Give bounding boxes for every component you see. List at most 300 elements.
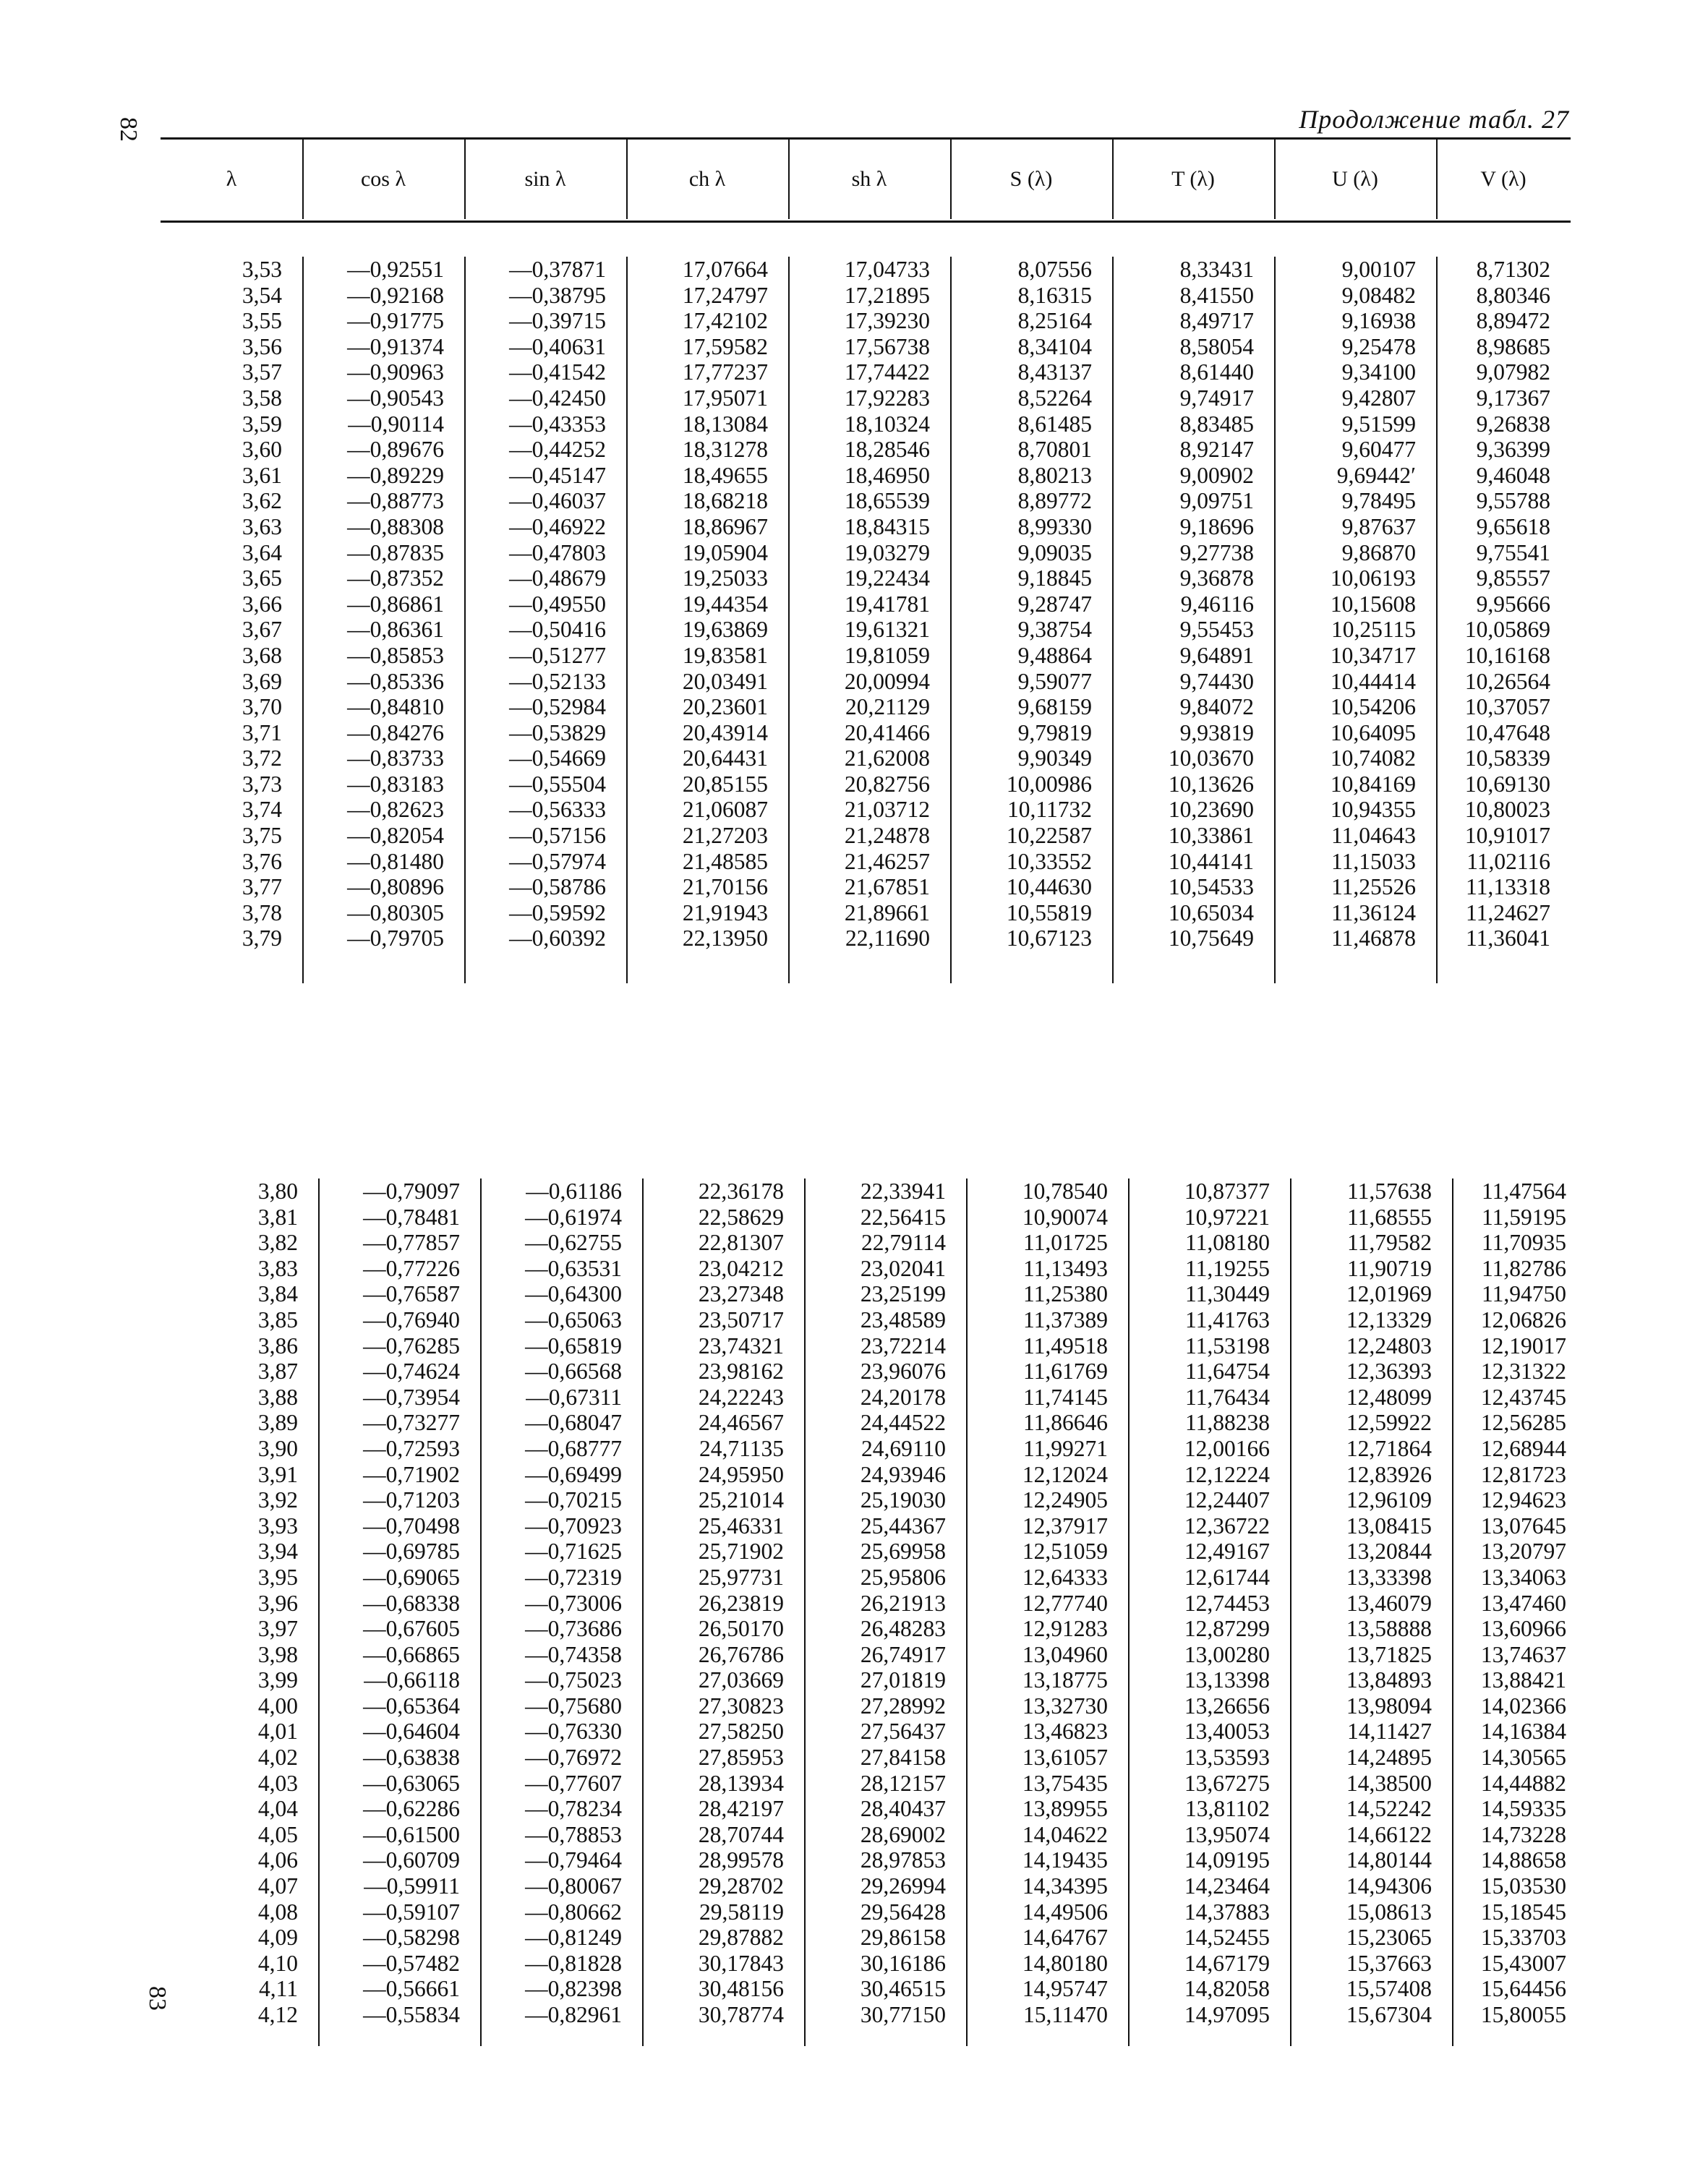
cell-v: 10,16168 (1464, 642, 1550, 668)
cell-sh: 19,03279 (844, 539, 930, 565)
cell-lambda: 3,99 (257, 1667, 298, 1693)
cell-t: 14,67179 (1184, 1950, 1270, 1976)
cell-sin: —0,73006 (525, 1590, 622, 1616)
cell-u: 10,34717 (1330, 642, 1416, 668)
cell-lambda: 4,01 (257, 1719, 298, 1745)
cell-lambda: 3,59 (242, 411, 282, 437)
cell-u: 12,01969 (1346, 1281, 1432, 1307)
cell-v: 15,18545 (1480, 1899, 1566, 1925)
cell-sin: —0,80067 (525, 1873, 622, 1899)
cell-ch: 25,71902 (698, 1539, 784, 1565)
cell-t: 8,49717 (1179, 308, 1254, 334)
cell-cos: —0,64604 (363, 1719, 460, 1745)
cell-u: 11,90719 (1347, 1255, 1432, 1281)
cell-sin: —0,42450 (509, 385, 606, 411)
cell-cos: —0,69065 (363, 1564, 460, 1590)
cell-u: 13,84893 (1346, 1667, 1432, 1693)
cell-sin: —0,76330 (525, 1719, 622, 1745)
cell-lambda: 3,67 (242, 617, 282, 643)
cell-s: 8,07556 (1017, 257, 1092, 282)
cell-v: 9,75541 (1476, 539, 1550, 565)
cell-s: 8,80213 (1017, 462, 1092, 488)
cell-sh: 22,79114 (861, 1230, 946, 1256)
cell-ch: 18,49655 (682, 462, 768, 488)
cell-sh: 25,19030 (860, 1487, 946, 1513)
cell-lambda: 3,75 (242, 823, 282, 849)
column-header-lambda: λ (226, 167, 237, 191)
cell-sin: —0,65819 (525, 1332, 622, 1359)
cell-lambda: 3,58 (242, 385, 282, 411)
cell-sin: —0,74358 (525, 1641, 622, 1667)
cell-ch: 21,91943 (682, 899, 768, 925)
cell-u: 10,64095 (1330, 719, 1416, 745)
header-column-separator (1436, 140, 1438, 219)
column-separator (1452, 1178, 1453, 2046)
cell-v: 12,81723 (1480, 1461, 1566, 1487)
cell-sin: —0,76972 (525, 1745, 622, 1771)
cell-u: 14,66122 (1346, 1821, 1432, 1847)
cell-lambda: 3,77 (242, 874, 282, 900)
column-separator (302, 257, 304, 983)
cell-s: 10,67123 (1006, 925, 1092, 951)
header-column-separator (626, 140, 628, 219)
cell-lambda: 4,09 (257, 1925, 298, 1951)
cell-lambda: 3,90 (257, 1435, 298, 1461)
cell-sin: —0,57974 (509, 848, 606, 874)
table-block-1 (161, 257, 1571, 983)
cell-ch: 20,64431 (682, 745, 768, 771)
cell-v: 15,43007 (1480, 1950, 1566, 1976)
cell-v: 10,80023 (1464, 797, 1550, 823)
cell-u: 13,71825 (1346, 1641, 1432, 1667)
cell-u: 9,60477 (1341, 437, 1416, 463)
cell-lambda: 3,74 (242, 797, 282, 823)
cell-v: 8,98685 (1476, 333, 1550, 359)
cell-lambda: 3,60 (242, 437, 282, 463)
cell-s: 12,24905 (1022, 1487, 1108, 1513)
cell-s: 10,44630 (1006, 874, 1092, 900)
cell-cos: —0,85336 (347, 668, 444, 694)
cell-ch: 19,25033 (682, 565, 768, 591)
cell-cos: —0,84276 (347, 719, 444, 745)
cell-ch: 30,48156 (698, 1976, 784, 2002)
cell-cos: —0,91775 (347, 308, 444, 334)
column-separator (1112, 257, 1114, 983)
cell-ch: 24,95950 (698, 1461, 784, 1487)
cell-s: 10,78540 (1022, 1178, 1108, 1204)
cell-s: 12,12024 (1022, 1461, 1108, 1487)
cell-t: 8,41550 (1179, 282, 1254, 308)
cell-u: 10,25115 (1331, 617, 1416, 643)
cell-v: 14,16384 (1480, 1719, 1566, 1745)
column-sh (788, 257, 930, 951)
column-header-u: U (λ) (1332, 167, 1378, 191)
cell-cos: —0,68338 (363, 1590, 460, 1616)
column-s (966, 1178, 1108, 2028)
cell-lambda: 3,82 (257, 1230, 298, 1256)
cell-ch: 21,27203 (682, 823, 768, 849)
cell-cos: —0,86861 (347, 591, 444, 617)
cell-ch: 19,44354 (682, 591, 768, 617)
cell-s: 9,09035 (1017, 539, 1092, 565)
cell-cos: —0,88773 (347, 488, 444, 514)
cell-u: 9,08482 (1341, 282, 1416, 308)
cell-u: 12,59922 (1346, 1410, 1432, 1436)
cell-lambda: 3,83 (257, 1255, 298, 1281)
cell-u: 9,34100 (1341, 359, 1416, 385)
cell-v: 14,30565 (1480, 1745, 1566, 1771)
cell-ch: 26,50170 (698, 1616, 784, 1642)
cell-sin: —0,39715 (509, 308, 606, 334)
cell-s: 14,49506 (1022, 1899, 1108, 1925)
cell-lambda: 3,56 (242, 333, 282, 359)
cell-cos: —0,81480 (347, 848, 444, 874)
cell-t: 13,13398 (1184, 1667, 1270, 1693)
cell-ch: 23,98162 (698, 1359, 784, 1385)
cell-lambda: 3,69 (242, 668, 282, 694)
cell-u: 12,24803 (1346, 1332, 1432, 1359)
column-header-t: T (λ) (1171, 167, 1215, 191)
cell-sin: —0,75023 (525, 1667, 622, 1693)
cell-t: 14,37883 (1184, 1899, 1270, 1925)
cell-ch: 20,23601 (682, 694, 768, 720)
cell-lambda: 3,62 (242, 488, 282, 514)
column-ch (626, 257, 768, 951)
cell-cos: —0,73277 (363, 1410, 460, 1436)
cell-sh: 17,56738 (844, 333, 930, 359)
cell-s: 10,00986 (1006, 771, 1092, 797)
cell-v: 8,71302 (1476, 257, 1550, 282)
column-separator (464, 257, 466, 983)
cell-v: 13,20797 (1480, 1539, 1566, 1565)
cell-sh: 27,28992 (860, 1693, 946, 1719)
cell-cos: —0,66865 (363, 1641, 460, 1667)
cell-s: 8,43137 (1017, 359, 1092, 385)
cell-sh: 30,16186 (860, 1950, 946, 1976)
cell-sh: 20,82756 (844, 771, 930, 797)
cell-cos: —0,90543 (347, 385, 444, 411)
cell-u: 15,57408 (1346, 1976, 1432, 2002)
cell-cos: —0,66118 (364, 1667, 460, 1693)
cell-lambda: 4,11 (259, 1976, 298, 2002)
cell-lambda: 3,63 (242, 513, 282, 539)
cell-sh: 25,44367 (860, 1513, 946, 1539)
column-v (1436, 257, 1550, 951)
cell-t: 11,64754 (1185, 1359, 1270, 1385)
cell-lambda: 4,08 (257, 1899, 298, 1925)
cell-t: 11,88238 (1185, 1410, 1270, 1436)
column-separator (480, 1178, 482, 2046)
cell-t: 9,46116 (1180, 591, 1254, 617)
cell-ch: 28,13934 (698, 1770, 784, 1796)
cell-u: 13,98094 (1346, 1693, 1432, 1719)
cell-s: 11,49518 (1023, 1332, 1108, 1359)
cell-lambda: 3,68 (242, 642, 282, 668)
cell-sh: 23,72214 (860, 1332, 946, 1359)
column-t (1128, 1178, 1270, 2028)
cell-cos: —0,61500 (363, 1821, 460, 1847)
cell-t: 13,53593 (1184, 1745, 1270, 1771)
cell-sin: —0,64300 (525, 1281, 622, 1307)
cell-s: 8,99330 (1017, 513, 1092, 539)
cell-lambda: 4,12 (257, 2002, 298, 2027)
cell-ch: 30,17843 (698, 1950, 784, 1976)
cell-u: 10,94355 (1330, 797, 1416, 823)
cell-sh: 17,39230 (844, 308, 930, 334)
cell-sin: —0,60392 (509, 925, 606, 951)
cell-sh: 17,21895 (844, 282, 930, 308)
cell-t: 8,83485 (1179, 411, 1254, 437)
cell-cos: —0,63065 (363, 1770, 460, 1796)
cell-sin: —0,59592 (509, 899, 606, 925)
cell-t: 13,26656 (1184, 1693, 1270, 1719)
cell-ch: 26,76786 (698, 1641, 784, 1667)
cell-v: 11,13318 (1466, 874, 1550, 900)
cell-v: 10,91017 (1464, 823, 1550, 849)
cell-cos: —0,56661 (363, 1976, 460, 2002)
column-separator (642, 1178, 644, 2046)
cell-sh: 29,86158 (860, 1925, 946, 1951)
cell-sh: 27,56437 (860, 1719, 946, 1745)
cell-sh: 23,02041 (860, 1255, 946, 1281)
cell-sin: —0,80662 (525, 1899, 622, 1925)
cell-lambda: 3,73 (242, 771, 282, 797)
cell-v: 14,88658 (1480, 1847, 1566, 1873)
cell-u: 11,15033 (1331, 848, 1416, 874)
cell-u: 10,54206 (1330, 694, 1416, 720)
cell-cos: —0,87352 (347, 565, 444, 591)
cell-ch: 22,81307 (698, 1230, 784, 1256)
cell-sin: —0,68777 (525, 1435, 622, 1461)
cell-cos: —0,86361 (347, 617, 444, 643)
cell-sin: —0,68047 (525, 1410, 622, 1436)
cell-u: 12,83926 (1346, 1461, 1432, 1487)
cell-t: 9,84072 (1179, 694, 1254, 720)
cell-t: 9,64891 (1179, 642, 1254, 668)
cell-ch: 23,74321 (698, 1332, 784, 1359)
cell-lambda: 3,64 (242, 539, 282, 565)
cell-t: 14,09195 (1184, 1847, 1270, 1873)
cell-ch: 21,06087 (682, 797, 768, 823)
cell-cos: —0,79705 (347, 925, 444, 951)
cell-v: 10,37057 (1464, 694, 1550, 720)
cell-t: 10,23690 (1168, 797, 1254, 823)
cell-cos: —0,59911 (364, 1873, 460, 1899)
cell-s: 11,61769 (1023, 1359, 1108, 1385)
cell-sh: 29,26994 (860, 1873, 946, 1899)
cell-cos: —0,89229 (347, 462, 444, 488)
cell-t: 10,44141 (1168, 848, 1254, 874)
cell-cos: —0,92551 (347, 257, 444, 282)
cell-sh: 23,25199 (860, 1281, 946, 1307)
cell-t: 12,24407 (1184, 1487, 1270, 1513)
cell-v: 11,70935 (1482, 1230, 1566, 1256)
cell-sh: 27,84158 (860, 1745, 946, 1771)
cell-sh: 21,46257 (844, 848, 930, 874)
cell-u: 14,11427 (1347, 1719, 1432, 1745)
cell-ch: 27,30823 (698, 1693, 784, 1719)
column-u (1274, 257, 1416, 951)
cell-cos: —0,74624 (363, 1359, 460, 1385)
cell-u: 11,79582 (1347, 1230, 1432, 1256)
cell-lambda: 3,57 (242, 359, 282, 385)
cell-u: 11,25526 (1331, 874, 1416, 900)
cell-s: 8,25164 (1017, 308, 1092, 334)
column-header-sh: sh λ (851, 167, 887, 191)
cell-sh: 24,20178 (860, 1384, 946, 1410)
cell-ch: 22,36178 (698, 1178, 784, 1204)
cell-ch: 25,46331 (698, 1513, 784, 1539)
cell-s: 14,34395 (1022, 1873, 1108, 1899)
cell-lambda: 3,76 (242, 848, 282, 874)
cell-v: 14,02366 (1480, 1693, 1566, 1719)
cell-v: 13,60966 (1480, 1616, 1566, 1642)
cell-v: 15,03530 (1480, 1873, 1566, 1899)
cell-lambda: 3,80 (257, 1178, 298, 1204)
cell-u: 14,24895 (1346, 1745, 1432, 1771)
cell-sh: 29,56428 (860, 1899, 946, 1925)
cell-v: 10,47648 (1464, 719, 1550, 745)
cell-sin: —0,61186 (526, 1178, 622, 1204)
cell-lambda: 4,02 (257, 1745, 298, 1771)
cell-t: 13,81102 (1185, 1796, 1270, 1822)
cell-u: 10,06193 (1330, 565, 1416, 591)
cell-s: 8,70801 (1017, 437, 1092, 463)
cell-t: 13,00280 (1184, 1641, 1270, 1667)
cell-t: 8,61440 (1179, 359, 1254, 385)
cell-lambda: 3,95 (257, 1564, 298, 1590)
cell-sh: 21,24878 (844, 823, 930, 849)
cell-t: 9,18696 (1179, 513, 1254, 539)
cell-sh: 20,21129 (845, 694, 930, 720)
cell-sh: 21,03712 (844, 797, 930, 823)
cell-cos: —0,90114 (348, 411, 444, 437)
cell-sh: 18,28546 (844, 437, 930, 463)
cell-u: 14,94306 (1346, 1873, 1432, 1899)
cell-lambda: 4,04 (257, 1796, 298, 1822)
cell-lambda: 3,81 (257, 1204, 298, 1230)
cell-v: 8,89472 (1476, 308, 1550, 334)
cell-sin: —0,62755 (525, 1230, 622, 1256)
cell-v: 12,43745 (1480, 1384, 1566, 1410)
cell-t: 9,27738 (1179, 539, 1254, 565)
cell-lambda: 4,07 (257, 1873, 298, 1899)
cell-ch: 20,43914 (682, 719, 768, 745)
cell-t: 14,52455 (1184, 1925, 1270, 1951)
cell-ch: 25,97731 (698, 1564, 784, 1590)
cell-t: 10,97221 (1184, 1204, 1270, 1230)
cell-sin: —0,41542 (509, 359, 606, 385)
cell-u: 15,37663 (1346, 1950, 1432, 1976)
cell-s: 12,64333 (1022, 1564, 1108, 1590)
cell-sh: 18,10324 (844, 411, 930, 437)
cell-v: 11,47564 (1482, 1178, 1566, 1204)
header-column-separator (788, 140, 790, 219)
cell-s: 9,68159 (1017, 694, 1092, 720)
cell-s: 13,61057 (1022, 1745, 1108, 1771)
column-v (1452, 1178, 1566, 2028)
cell-lambda: 3,96 (257, 1590, 298, 1616)
cell-v: 14,73228 (1480, 1821, 1566, 1847)
cell-lambda: 3,94 (257, 1539, 298, 1565)
cell-sin: —0,52133 (509, 668, 606, 694)
cell-s: 12,77740 (1022, 1590, 1108, 1616)
header-column-separator (302, 140, 304, 219)
cell-lambda: 3,61 (242, 462, 282, 488)
cell-lambda: 4,05 (257, 1821, 298, 1847)
cell-t: 8,33431 (1179, 257, 1254, 282)
cell-s: 9,48864 (1017, 642, 1092, 668)
cell-v: 11,24627 (1466, 899, 1550, 925)
cell-lambda: 4,10 (257, 1950, 298, 1976)
cell-sh: 19,22434 (844, 565, 930, 591)
cell-t: 12,87299 (1184, 1616, 1270, 1642)
cell-sin: —0,77607 (525, 1770, 622, 1796)
cell-sin: —0,54669 (509, 745, 606, 771)
cell-s: 13,75435 (1022, 1770, 1108, 1796)
cell-ch: 17,95071 (682, 385, 768, 411)
cell-u: 11,57638 (1347, 1178, 1432, 1204)
cell-s: 10,11732 (1007, 797, 1092, 823)
cell-u: 14,52242 (1346, 1796, 1432, 1822)
cell-sh: 19,81059 (844, 642, 930, 668)
cell-s: 11,25380 (1023, 1281, 1108, 1307)
cell-sin: —0,66568 (525, 1359, 622, 1385)
cell-u: 11,68555 (1347, 1204, 1432, 1230)
cell-ch: 19,05904 (682, 539, 768, 565)
header-column-separator (1274, 140, 1276, 219)
cell-sh: 27,01819 (860, 1667, 946, 1693)
cell-sh: 25,95806 (860, 1564, 946, 1590)
cell-cos: —0,57482 (363, 1950, 460, 1976)
cell-v: 9,26838 (1476, 411, 1550, 437)
cell-sin: —0,53829 (509, 719, 606, 745)
cell-v: 14,59335 (1480, 1796, 1566, 1822)
cell-lambda: 3,78 (242, 899, 282, 925)
cell-v: 12,06826 (1480, 1306, 1566, 1332)
column-sin (480, 1178, 622, 2028)
cell-sh: 26,21913 (860, 1590, 946, 1616)
cell-cos: —0,92168 (347, 282, 444, 308)
cell-s: 11,13493 (1023, 1255, 1108, 1281)
cell-cos: —0,67605 (363, 1616, 460, 1642)
cell-sh: 26,48283 (860, 1616, 946, 1642)
cell-t: 9,74430 (1179, 668, 1254, 694)
cell-v: 15,33703 (1480, 1925, 1566, 1951)
cell-t: 13,40053 (1184, 1719, 1270, 1745)
cell-cos: —0,60709 (363, 1847, 460, 1873)
cell-ch: 27,58250 (698, 1719, 784, 1745)
cell-ch: 28,99578 (698, 1847, 784, 1873)
cell-s: 10,90074 (1022, 1204, 1108, 1230)
cell-lambda: 3,87 (257, 1359, 298, 1385)
cell-v: 9,07982 (1476, 359, 1550, 385)
cell-v: 12,94623 (1480, 1487, 1566, 1513)
cell-v: 9,55788 (1476, 488, 1550, 514)
column-ch (642, 1178, 784, 2028)
cell-s: 10,33552 (1006, 848, 1092, 874)
cell-s: 11,99271 (1023, 1435, 1108, 1461)
cell-sh: 17,92283 (844, 385, 930, 411)
cell-s: 11,86646 (1023, 1410, 1108, 1436)
cell-ch: 28,42197 (698, 1796, 784, 1822)
table-caption: Продолжение табл. 27 (1299, 105, 1569, 134)
column-separator (626, 257, 628, 983)
cell-t: 12,74453 (1184, 1590, 1270, 1616)
cell-sin: —0,78234 (525, 1796, 622, 1822)
column-header-s: S (λ) (1009, 167, 1053, 191)
cell-s: 9,59077 (1017, 668, 1092, 694)
